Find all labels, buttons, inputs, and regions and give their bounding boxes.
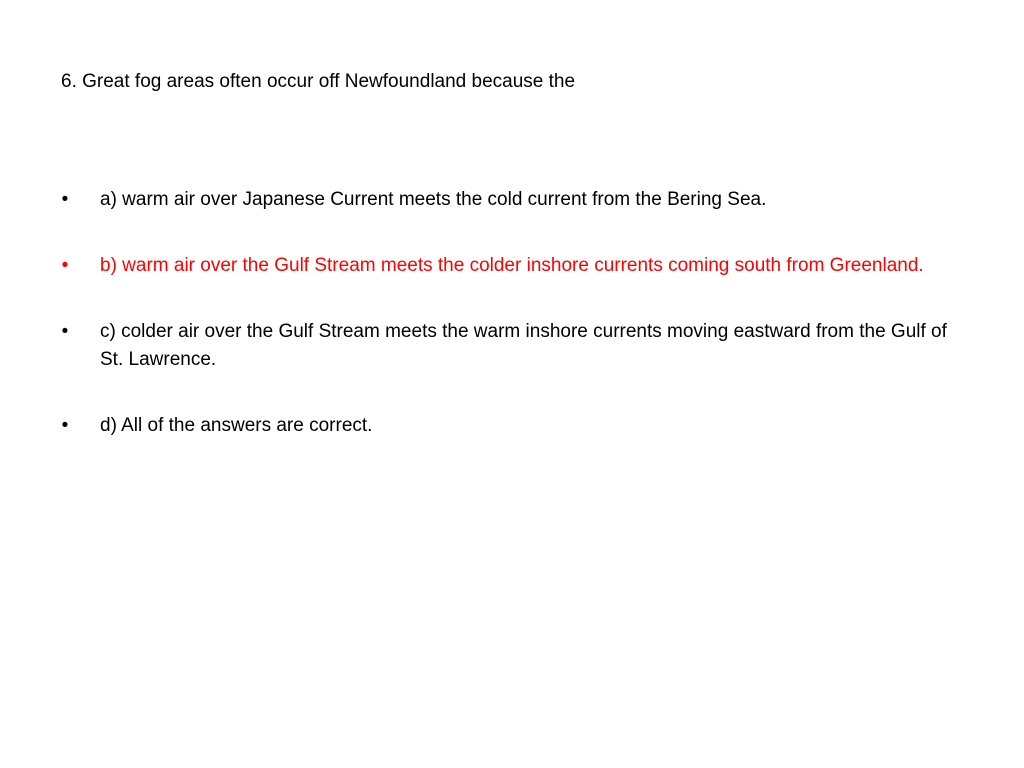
option-b (58, 252, 958, 280)
bullet-icon: • (61, 189, 69, 210)
option-d (58, 412, 958, 440)
option-d-text: d) All of the answers are correct. (100, 415, 373, 436)
bullet-icon: • (61, 255, 69, 276)
option-c-text: c) colder air over the Gulf Stream meets the warm inshore currents moving eastward from the Gulf of St. Lawrence. (100, 321, 947, 370)
answer-options-list (58, 186, 958, 478)
option-a-text: a) warm air over Japanese Current meets the cold current from the Bering Sea. (100, 189, 767, 210)
bullet-icon: • (61, 415, 69, 436)
option-b-text: b) warm air over the Gulf Stream meets the colder inshore currents coming south from Greenland. (100, 255, 924, 276)
option-a (58, 186, 958, 214)
question-text: 6. Great fog areas often occur off Newfoundland because the (61, 71, 576, 92)
bullet-icon: • (61, 321, 69, 342)
option-c (58, 318, 958, 374)
